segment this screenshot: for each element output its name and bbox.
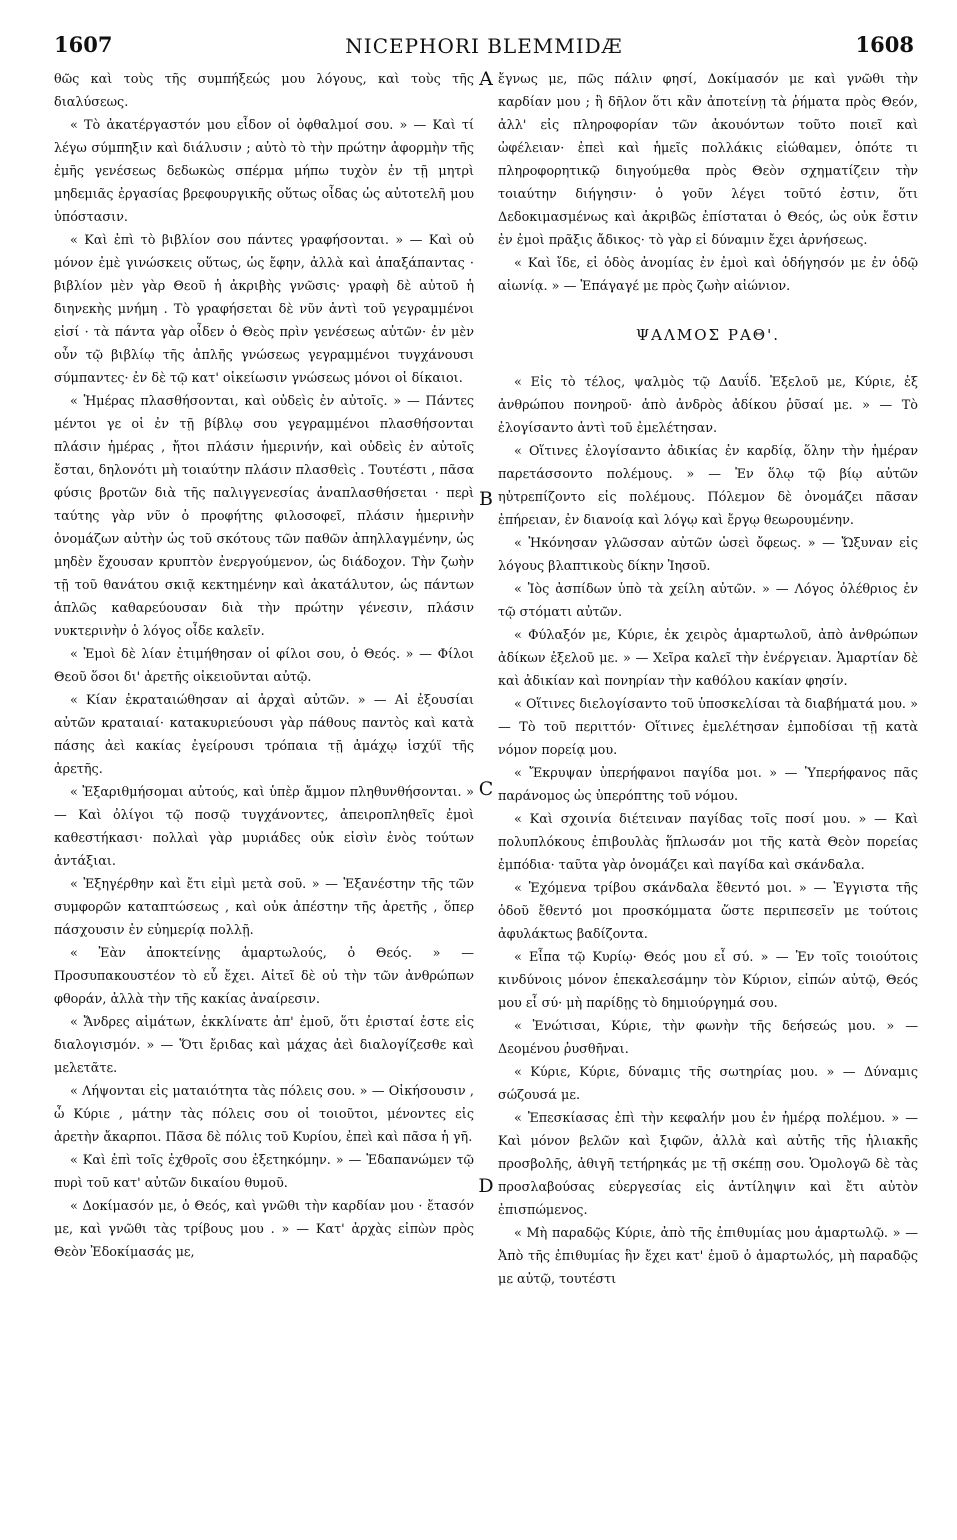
paragraph: « Ἡμέρας πλασθήσονται, καὶ οὐδεὶς ἐν αὐτοῖς. » — Πάντες μέντοι γε οἱ ἐν τῇ βίβλῳ σου γεγραμμένοι πλασθήσονται πλάσιν ἡμέρας , ἤτοι πλάσιν ἡμερινήν, καὶ οὐδεὶς ἐν αὐτοῖς ἔσται, δηλονότι μὴ τοιαύτην πλάσιν πλασθεὶς . Τουτέστι , πᾶσα φύσις βροτῶν διὰ τῆς παλιγγενεσίας ἀναπλασθήσεται · περὶ ταύτης γὰρ νῦν ὁ προφήτης φιλοσοφεῖ, πλάσιν ἡμερινὴν ὀνομάζων αὐτὴν ὡς τοῦ σκότους τῶν παθῶν ἀπηλλαγμένην, ὡς μηδὲν ἔχουσαν κρυπτὸν ἐνεργούμενον, ὡς διάδοχον. Τὴν ζωὴν τῇ τοῦ θανάτου σκιᾷ κεκτημένην καὶ ἀκατάλυτον, ὡς πάντων ἁπλῶς καθαρεύουσαν διὰ τὴν πρώτην γένεσιν, πλάσιν νυκτερινὴν ὁ λόγος οἶδε καλεῖν. <box>54 394 474 639</box>
page-number-right: 1608 <box>855 32 914 57</box>
paragraph: « Ἐπεσκίασας ἐπὶ τὴν κεφαλήν μου ἐν ἡμέρᾳ πολέμου. » — Καὶ μόνον βελῶν καὶ ξιφῶν, ἀλλὰ καὶ αὐτῆς τῆς ἡλιακῆς προσβολῆς, ἀθιγῆ τετήρηκάς με τῇ σκέπῃ σου. Ὁμολογῶ δὲ τὰς προσλαβούσας εὐεργεσίας εἰς ἀντίληψιν καὶ ἔτι αὐτὸν ἐπισπώμενος. <box>498 1111 918 1218</box>
paragraph: « Ἐνώτισαι, Κύριε, τὴν φωνὴν τῆς δεήσεώς μου. » — Δεομένου ῥυσθῆναι. <box>498 1019 918 1057</box>
paragraph: « Ἰὸς ἀσπίδων ὑπὸ τὰ χείλη αὐτῶν. » — Λόγος ὀλέθριος ἐν τῷ στόματι αὐτῶν. <box>498 582 918 620</box>
paragraph: « Ἄνδρες αἱμάτων, ἐκκλίνατε ἀπ' ἐμοῦ, ὅτι ἐρισταί ἐστε εἰς διαλογισμόν. » — Ὅτι ἔριδας καὶ μάχας ἀεὶ διαλογίζεσθε καὶ μελετᾶτε. <box>54 1015 474 1076</box>
paragraph: « Εἶπα τῷ Κυρίῳ· Θεός μου εἶ σύ. » — Ἐν τοῖς τοιούτοις κινδύνοις μόνον ἐπεκαλεσάμην τὸν Κύριον, εἰπών αὐτῷ, Θεός μου εἶ σύ· μὴ παρίδῃς τὸ δημιούργημά σου. <box>498 950 918 1011</box>
paragraph: « Ἔκρυψαν ὑπερήφανοι παγίδα μοι. » — Ὑπερήφανος πᾶς παράνομος ὡς ὑπερόπτης τοῦ νόμου. <box>498 766 918 804</box>
paragraph: « Καὶ ἐπὶ τοῖς ἐχθροῖς σου ἐξετηκόμην. » — Ἐδαπανώμεν τῷ πυρὶ τοῦ κατ' αὐτῶν δικαίου θυμοῦ. <box>54 1153 474 1191</box>
paragraph: « Ἐὰν ἀποκτείνῃς ἁμαρτωλούς, ὁ Θεός. » — Προσυπακουστέον τὸ εὖ ἔχει. Αἰτεῖ δὲ οὐ τὴν τῶν ἀνθρώπων φθοράν, ἀλλὰ τὴν τῆς κακίας ἀναίρεσιν. <box>54 946 474 1007</box>
page-header <box>54 32 914 62</box>
paragraph: « Φύλαξόν με, Κύριε, ἐκ χειρὸς ἁμαρτωλοῦ, ἀπὸ ἀνθρώπων ἀδίκων ἐξελοῦ με. » — Χεῖρα καλεῖ τὴν ἐνέργειαν. Ἁμαρτίαν δὲ καὶ ἀδικίαν καὶ πονηρίαν τὴν καθόλου κακίαν φησίν. <box>498 628 918 689</box>
section-marker-a: A <box>479 68 493 90</box>
section-marker-c: C <box>478 778 494 800</box>
page-number-left: 1607 <box>54 32 113 57</box>
paragraph: « Ἐξηγέρθην καὶ ἔτι εἰμὶ μετὰ σοῦ. » — Ἐξανέστην τῆς τῶν συμφορῶν καταπτώσεως , καὶ οὐκ ἀπέστην τῆς ἀρετῆς , ὅπερ πάσχουσιν ἐν εὐημερίᾳ πολλῇ. <box>54 877 474 938</box>
psalm-heading: ΨΑΛΜΟΣ ΡΑΘ'. <box>636 326 780 344</box>
paragraph: « Οἵτινες ἐλογίσαντο ἀδικίας ἐν καρδίᾳ, ὅλην τὴν ἡμέραν παρετάσσοντο πολέμους. » — Ἐν ὅλῳ τῷ βίῳ αὐτῶν ηὐτρεπίζοντο εἰς πολέμους. Πόλεμον δὲ ὀνομάζει πᾶσαν ἐπήρειαν, ἐν διανοίᾳ καὶ λόγῳ καὶ ἔργῳ θεωρουμένην. <box>498 444 918 528</box>
paragraph: « Τὸ ἀκατέργαστόν μου εἶδον οἱ ὀφθαλμοί σου. » — Καὶ τί λέγω σύμπηξιν καὶ διάλυσιν ; αὐτὸ τὸ τὴν πρώτην ἀφορμὴν τῆς ἐμῆς γενέσεως δεδωκὼς σπέρμα μήπω τυχὸν ἐν τῇ μητρὶ μηδεμιᾶς ἐργασίας βρεφουργικῆς οὕτως οἶδας ὡς αὐτοτελῆ μου ὑπόστασιν. <box>54 118 474 225</box>
paragraph: « Κύριε, Κύριε, δύναμις τῆς σωτηρίας μου. » — Δύναμις σώζουσά με. <box>498 1065 918 1103</box>
paragraph: « Οἵτινες διελογίσαντο τοῦ ὑποσκελίσαι τὰ διαβήματά μου. » — Τὸ τοῦ περιττόν· Οἵτινες ἐμελέτησαν ἐμποδίσαι τῇ κατὰ νόμον πορείᾳ μου. <box>498 697 918 758</box>
paragraph: « Ἐχόμενα τρίβου σκάνδαλα ἔθεντό μοι. » — Ἐγγιστα τῆς ὁδοῦ ἔθεντό μοι προσκόμματα ὥστε περιπεσεῖν με τούτοις ἀφυλάκτως βαδίζοντα. <box>498 881 918 942</box>
paragraph: « Καὶ ἴδε, εἰ ὁδὸς ἀνομίας ἐν ἐμοὶ καὶ ὁδήγησόν με ἐν ὁδῷ αἰωνίᾳ. » — Ἐπάγαγέ με πρὸς ζωὴν αἰώνιον. <box>498 256 918 294</box>
paragraph: « Ἐξαριθμήσομαι αὐτούς, καὶ ὑπὲρ ἄμμον πληθυνθήσονται. » — Καὶ ὀλίγοι τῷ ποσῷ τυγχάνοντες, ἀπειροπληθεῖς ἐμοὶ καθεστήκασι· πολλαὶ γὰρ μυριάδες οὐκ εἰσὶν ἑνὸς τούτων ἀντάξιαι. <box>54 785 474 869</box>
section-marker-d: D <box>478 1175 494 1197</box>
paragraph: « Κίαν ἐκραταιώθησαν αἱ ἀρχαὶ αὐτῶν. » — Αἱ ἐξουσίαι αὐτῶν κραταιαί· κατακυριεύουσι γὰρ πάθους παντὸς καὶ κατὰ πάσης ἀεὶ κακίας ἐγείρουσι τρόπαια τῇ ἀμάχῳ ἰσχύϊ τῆς ἀρετῆς. <box>54 693 474 777</box>
running-title: NICEPHORI BLEMMIDÆ <box>345 34 623 58</box>
paragraph: θῶς καὶ τοὺς τῆς συμπήξεώς μου λόγους, καὶ τοὺς τῆς διαλύσεως. <box>54 72 474 110</box>
paragraph: « Ἐμοὶ δὲ λίαν ἐτιμήθησαν οἱ φίλοι σου, ὁ Θεός. » — Φίλοι Θεοῦ ὅσοι δι' ἀρετῆς οἰκειοῦνται αὐτῷ. <box>54 647 474 685</box>
paragraph: « Εἰς τὸ τέλος, ψαλμὸς τῷ Δαυΐδ. Ἐξελοῦ με, Κύριε, ἐξ ἀνθρώπου πονηροῦ· ἀπὸ ἀνδρὸς ἀδίκου ῥῦσαί με. » — Τὸ ἐλογίσαντο ἀντὶ τοῦ ἐμελέτησαν. <box>498 375 918 436</box>
paragraph: « Λήψονται εἰς ματαιότητα τὰς πόλεις σου. » — Οἰκήσουσιν , ὦ Κύριε , μάτην τὰς πόλεις σου οἱ τοιοῦτοι, μένοντες εἰς ἀρετὴν ἄκαρποι. Πᾶσα δὲ πόλις τοῦ Κυρίου, ἐπεὶ καὶ πᾶσα ἡ γῆ. <box>54 1084 474 1145</box>
section-marker-b: B <box>479 488 493 510</box>
paragraph: « Ἠκόνησαν γλῶσσαν αὐτῶν ὡσεὶ ὄφεως. » — Ὤξυναν εἰς λόγους βλαπτικοὺς δίκην Ἰησοῦ. <box>498 536 918 574</box>
paragraph: ἔγνως με, πῶς πάλιν φησί, Δοκίμασόν με καὶ γνῶθι τὴν καρδίαν μου ; ἢ δῆλον ὅτι κἂν ἀποτείνῃ τὰ ῥήματα πρὸς Θεόν, ἀλλ' εἰς πληροφορίαν τῶν ἀκουόντων τοῦτο ποιεῖ καὶ ὠφέλειαν· ἐπεὶ καὶ ἡμεῖς πολλάκις εἰώθαμεν, ὁπότε τι πληροφορητικῷ διηγούμεθα πρὸς Θεὸν σχηματίζειν τὴν τοιαύτην διήγησιν· ὁ γοῦν λέγει τοῦτό ἐστιν, ὅτι Δεδοκιμασμένως καὶ ἀκριβῶς ἐπίσταται ὁ Θεός, ὡς οὐκ ἔστιν ἐν ἐμοὶ πρᾶξις ἄδικος· τὸ γὰρ εἰ δύναμιν ἔχει ἀρνήσεως. <box>498 72 918 248</box>
paragraph: « Μὴ παραδῷς Κύριε, ἀπὸ τῆς ἐπιθυμίας μου ἁμαρτωλῷ. » — Ἀπὸ τῆς ἐπιθυμίας ἣν ἔχει κατ' ἐμοῦ ὁ ἁμαρτωλός, μὴ παραδῷς με αὐτῷ, τουτέστι <box>498 1226 918 1287</box>
left-column <box>54 68 474 1264</box>
paragraph: « Καὶ σχοινία διέτειναν παγίδας τοῖς ποσί μου. » — Καὶ πολυπλόκους ἐπιβουλὰς ἥπλωσάν μοι τῆς κατὰ Θεὸν πορείας ἐμπόδια· ταῦτα γὰρ ὀνομάζει καὶ παγίδα καὶ σκάνδαλα. <box>498 812 918 873</box>
paragraph: « Καὶ ἐπὶ τὸ βιβλίον σου πάντες γραφήσονται. » — Καὶ οὐ μόνον ἐμὲ γινώσκεις οὕτως, ὡς ἔφην, ἀλλὰ καὶ ἀπαξάπαντας · βιβλίον μὲν γὰρ Θεοῦ ἡ ἀκριβὴς γνῶσις· γραφὴ δὲ αὐτοῦ ἡ διηνεκὴς μνήμη . Τὸ γραφήσεται δὲ νῦν ἀντὶ τοῦ γεγραμμένοι εἰσί · τὰ πάντα γὰρ οἶδεν ὁ Θεὸς πρὶν γενέσεως αὐτῶν· ἐν μὲν οὖν τῷ βιβλίῳ τῆς ἁπλῆς γνώσεως γεγραμμένοι τυγχάνουσι σύμπαντες· ἐν δὲ τῷ κατ' οἰκείωσιν γνώσεως μόνοι οἱ δίκαιοι. <box>54 233 474 386</box>
right-column <box>498 68 918 1291</box>
paragraph: « Δοκίμασόν με, ὁ Θεός, καὶ γνῶθι τὴν καρδίαν μου · ἔτασόν με, καὶ γνῶθι τὰς τρίβους μου . » — Κατ' ἀρχὰς εἰπὼν πρὸς Θεὸν Ἐδοκίμασάς με, <box>54 1199 474 1260</box>
